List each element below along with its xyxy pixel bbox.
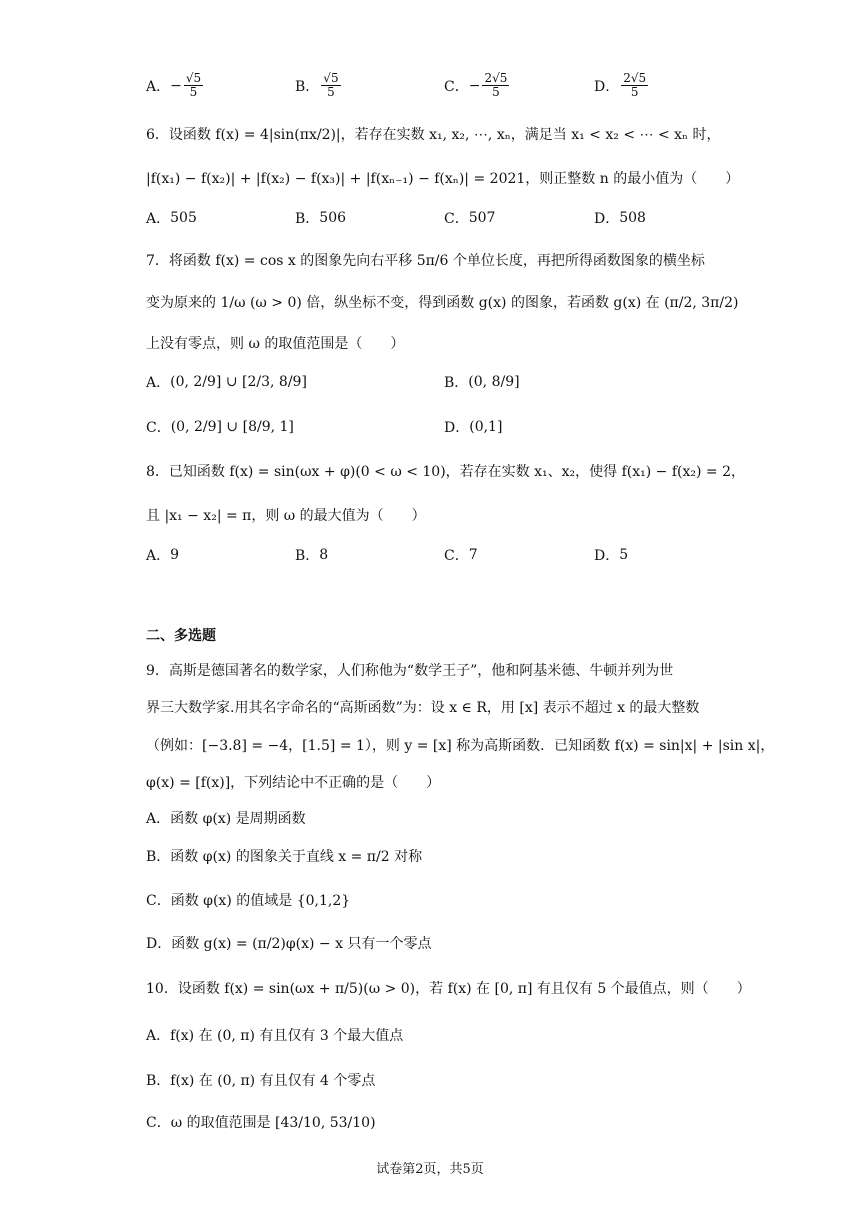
q6-stem-line2: |f(x₁) − f(x₂)| + |f(x₂) − f(x₃)| + |f(xₙ₋₁) − f(xₙ)| = 2021，则正整数 n 的最小值为（ ） — [146, 171, 740, 187]
option-label: B． — [146, 849, 171, 865]
q9-stem-line4: φ(x) = [f(x)]，下列结论中不正确的是（ ） — [146, 775, 441, 791]
option-text: (0,1] — [469, 419, 503, 435]
option-label: C． — [146, 893, 171, 909]
option-label: D． — [444, 420, 470, 436]
option-label: A． — [146, 375, 171, 391]
q6-option-a — [146, 208, 197, 228]
q9-option-c — [146, 890, 350, 910]
q8-option-d — [594, 545, 628, 565]
q8-option-b — [295, 545, 328, 565]
q7-stem-line3: 上没有零点，则 ω 的取值范围是（ ） — [146, 336, 405, 352]
option-text: (0, 2/9] ∪ [2/3, 8/9] — [170, 374, 307, 390]
option-label: B． — [444, 375, 469, 391]
option-text: f(x) 在 (0, π) 有且仅有 3 个最大值点 — [170, 1028, 404, 1044]
q8-stem-line1: 8．已知函数 f(x) = sin(ωx + φ)(0 < ω < 10)，若存在实数 x₁、x₂，使得 f(x₁) − f(x₂) = 2， — [146, 464, 745, 480]
option-text: 函数 φ(x) 是周期函数 — [170, 811, 306, 827]
option-label: C． — [146, 1115, 171, 1131]
option-text: (0, 8/9] — [468, 374, 520, 390]
q7-stem-line1: 7．将函数 f(x) = cos x 的图象先向右平移 5π/6 个单位长度，再把所得函数图象的横坐标 — [146, 253, 705, 269]
option-text: 5 — [619, 547, 629, 563]
option-label: A． — [146, 1028, 171, 1044]
option-label: D． — [146, 936, 172, 952]
option-label: C． — [444, 78, 469, 95]
q5-option-a: A． − $\frac{√5}{5}$ — [146, 71, 202, 100]
q8-option-a — [146, 545, 179, 565]
option-label: D． — [594, 211, 620, 227]
fraction: $\frac{√5}{5}$ — [185, 71, 202, 100]
option-label: B． — [295, 78, 320, 95]
q7-option-d — [444, 417, 502, 437]
q10-option-b — [146, 1070, 375, 1090]
option-text: 7 — [468, 547, 478, 563]
q9-stem-line2: 界三大数学家.用其名字命名的“高斯函数”为：设 x ∈ R，用 [x] 表示不超过 x 的最大整数 — [146, 700, 700, 716]
option-label: A． — [146, 811, 171, 827]
option-text: f(x) 在 (0, π) 有且仅有 4 个零点 — [170, 1073, 376, 1089]
option-text: 函数 φ(x) 的值域是 {0,1,2} — [170, 893, 351, 909]
option-label: A． — [146, 78, 171, 95]
option-text: 8 — [319, 547, 329, 563]
option-label: C． — [444, 548, 469, 564]
q6-option-d — [594, 208, 646, 228]
option-text: ω 的取值范围是 [43/10, 53/10) — [170, 1115, 376, 1131]
option-label: A． — [146, 211, 171, 227]
q10-option-a — [146, 1025, 403, 1045]
q8-stem-line2: 且 |x₁ − x₂| = π，则 ω 的最大值为（ ） — [146, 508, 426, 524]
option-label: A． — [146, 548, 171, 564]
q10-option-c — [146, 1112, 376, 1132]
option-text: 9 — [170, 547, 180, 563]
q9-stem-line3: （例如：[−3.8] = −4，[1.5] = 1），则 y = [x] 称为高斯函数．已知函数 f(x) = sin|x| + |sin x|， — [146, 738, 775, 754]
q7-option-c — [146, 417, 294, 437]
option-label: D． — [594, 78, 620, 95]
q6-stem-line1: 6．设函数 f(x) = 4|sin(πx/2)|，若存在实数 x₁, x₂, ⋯, xₙ，满足当 x₁ < x₂ < ⋯ < xₙ 时， — [146, 127, 721, 143]
q9-option-d — [146, 933, 431, 953]
option-text: 函数 φ(x) 的图象关于直线 x = π/2 对称 — [170, 849, 423, 865]
q9-option-b — [146, 846, 422, 866]
option-label: C． — [444, 211, 469, 227]
page-footer: 试卷第2页，共5页 — [376, 1162, 484, 1177]
q5-option-d — [594, 72, 650, 99]
option-text: 505 — [170, 210, 197, 226]
section-heading: 二、多选题 — [146, 628, 216, 644]
q5-option-b — [295, 72, 343, 99]
option-text: 506 — [319, 210, 347, 226]
option-text: 507 — [468, 210, 496, 226]
option-label: D． — [594, 548, 620, 564]
q7-option-a — [146, 372, 307, 392]
q5-option-c: C． − $\frac{2√5}{5}$ — [444, 71, 508, 100]
option-text: 函数 g(x) = (π/2)φ(x) − x 只有一个零点 — [171, 936, 432, 952]
option-text: (0, 2/9] ∪ [8/9, 1] — [170, 419, 294, 435]
q6-option-c — [444, 208, 495, 228]
option-label: C． — [146, 420, 171, 436]
q8-option-c — [444, 545, 478, 565]
q7-stem-line2: 变为原来的 1/ω (ω > 0) 倍，纵坐标不变，得到函数 g(x) 的图象，若函数 g(x) 在 (π/2, 3π/2) — [146, 295, 739, 311]
option-label: B． — [295, 548, 320, 564]
q9-option-a — [146, 808, 306, 828]
fraction: $\frac{√5}{5}$ — [323, 71, 339, 100]
q7-option-b — [444, 372, 520, 392]
fraction: $\frac{2√5}{5}$ — [484, 71, 508, 100]
q10-stem-line1: 10．设函数 f(x) = sin(ωx + π/5)(ω > 0)，若 f(x) 在 [0, π] 有且仅有 5 个最值点，则（ ） — [146, 981, 751, 997]
fraction: $\frac{2√5}{5}$ — [623, 71, 647, 100]
q9-stem-line1: 9．高斯是德国著名的数学家，人们称他为“数学王子”，他和阿基米德、牛顿并列为世 — [146, 663, 674, 679]
option-label: B． — [295, 211, 320, 227]
option-text: 508 — [619, 210, 646, 226]
q6-option-b — [295, 208, 346, 228]
option-label: B． — [146, 1073, 171, 1089]
